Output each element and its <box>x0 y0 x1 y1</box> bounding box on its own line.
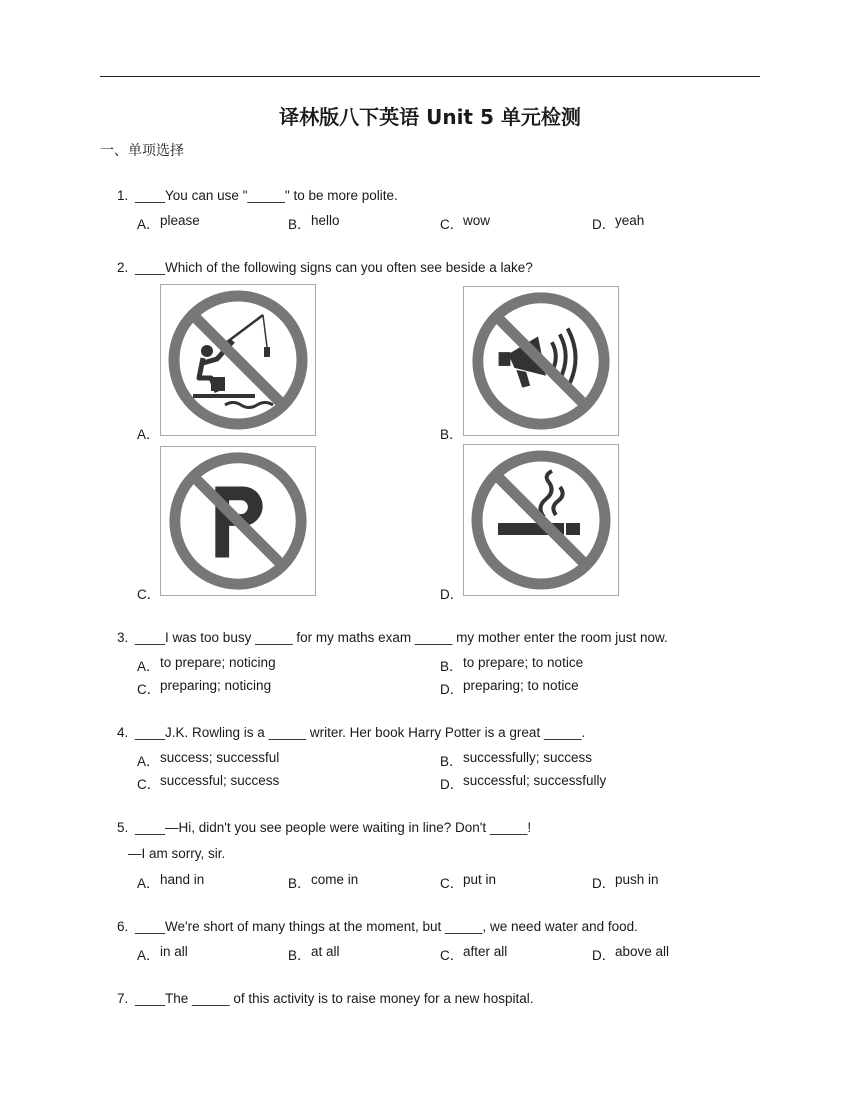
option-c[interactable]: after all <box>463 944 508 959</box>
option-letter: B． <box>440 659 463 674</box>
option-a[interactable]: in all <box>160 944 188 959</box>
option-a[interactable]: success; successful <box>160 750 280 765</box>
question-number: 4. <box>117 725 129 740</box>
question-stem: ____Which of the following signs can you often see beside a lake? <box>135 260 533 275</box>
question-stem: ____You can use "_____" to be more polite. <box>135 188 398 203</box>
option-d[interactable]: successful; successfully <box>463 773 607 788</box>
no-fishing-sign-icon[interactable] <box>160 284 316 436</box>
page-title: 译林版八下英语 Unit 5 单元检测 <box>279 105 581 129</box>
option-b[interactable]: hello <box>311 213 340 228</box>
option-b[interactable]: successfully; success <box>463 750 593 765</box>
option-d[interactable]: yeah <box>615 213 645 228</box>
option-letter: D． <box>440 682 464 697</box>
option-b[interactable]: come in <box>311 872 359 887</box>
no-loudspeaker-sign-icon[interactable] <box>463 286 619 436</box>
option-c[interactable]: preparing; noticing <box>160 678 272 693</box>
section-heading: 一、单项选择 <box>100 143 184 159</box>
option-letter: A． <box>137 659 160 674</box>
no-smoking-sign-icon[interactable] <box>463 444 619 596</box>
option-letter: B． <box>288 948 311 963</box>
option-letter: B． <box>288 876 311 891</box>
option-b-letter[interactable]: B． <box>440 427 463 442</box>
option-letter: B． <box>440 754 463 769</box>
option-d[interactable]: above all <box>615 944 670 959</box>
question-stem: ____J.K. Rowling is a _____ writer. Her book Harry Potter is a great _____. <box>135 725 586 740</box>
option-letter: A． <box>137 754 160 769</box>
question-number: 5. <box>117 820 129 835</box>
question-stem: ____We're short of many things at the moment, but _____, we need water and food. <box>135 919 638 934</box>
option-a-letter[interactable]: A． <box>137 427 160 442</box>
option-letter: A． <box>137 217 160 232</box>
option-c[interactable]: successful; success <box>160 773 280 788</box>
header-rule <box>100 76 760 77</box>
question-number: 6. <box>117 919 129 934</box>
option-b[interactable]: at all <box>311 944 340 959</box>
question-stem: ____—Hi, didn't you see people were waiting in line? Don't _____! <box>135 820 532 835</box>
no-parking-sign-icon[interactable] <box>160 446 316 596</box>
question-stem-reply: —I am sorry, sir. <box>128 846 226 861</box>
option-c[interactable]: put in <box>463 872 497 887</box>
option-letter: C． <box>137 777 161 792</box>
option-letter: A． <box>137 876 160 891</box>
question-number: 7. <box>117 991 129 1006</box>
option-letter: C． <box>440 876 464 891</box>
option-d-letter[interactable]: D． <box>440 587 464 602</box>
option-letter: D． <box>440 777 464 792</box>
option-letter: D． <box>592 876 616 891</box>
question-stem: ____The _____ of this activity is to raise money for a new hospital. <box>135 991 534 1006</box>
question-number: 2. <box>117 260 129 275</box>
option-a[interactable]: please <box>160 213 200 228</box>
option-letter: D． <box>592 217 616 232</box>
option-letter: A． <box>137 948 160 963</box>
option-c-letter[interactable]: C． <box>137 587 161 602</box>
option-c[interactable]: wow <box>463 213 491 228</box>
option-letter: D． <box>592 948 616 963</box>
option-d[interactable]: preparing; to notice <box>463 678 579 693</box>
option-b[interactable]: to prepare; to notice <box>463 655 584 670</box>
question-stem: ____I was too busy _____ for my maths exam _____ my mother enter the room just now. <box>135 630 668 645</box>
question-number: 1. <box>117 188 129 203</box>
option-letter: C． <box>440 948 464 963</box>
option-letter: C． <box>137 682 161 697</box>
option-letter: C． <box>440 217 464 232</box>
option-a[interactable]: hand in <box>160 872 205 887</box>
option-a[interactable]: to prepare; noticing <box>160 655 276 670</box>
option-d[interactable]: push in <box>615 872 659 887</box>
question-number: 3. <box>117 630 129 645</box>
option-letter: B． <box>288 217 311 232</box>
